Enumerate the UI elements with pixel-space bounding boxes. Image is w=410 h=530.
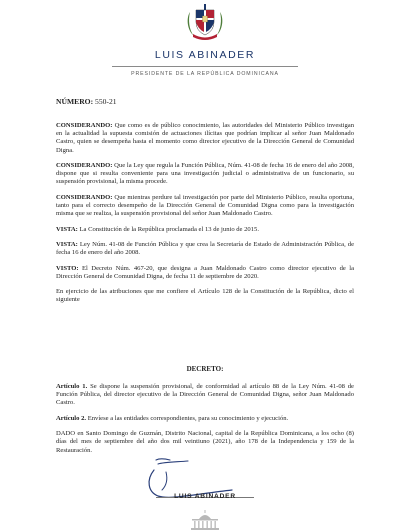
vista-text: La Constitución de la República proclamada el 13 de junio de 2015. [77,225,259,233]
considerando-2 [56,162,354,187]
considerando-label: CONSIDERANDO: [56,162,113,169]
vista-2 [56,241,354,257]
articulo-1 [56,383,354,408]
vista-text: Ley Núm. 41-08 de Función Pública y que crea la Secretaría de Estado de Administración Pública, de fecha 16 de enero del año 2008. [56,240,354,257]
articulo-text: Envíese a las entidades correspondientes, para su conocimiento y ejecución. [86,414,289,422]
signature-name: LUIS ABINADER [174,493,236,500]
articulo-2 [56,415,354,423]
articulo-label: Artículo 1. [56,383,88,390]
considerando-1 [56,122,354,155]
header-name: LUIS ABINADER [154,49,256,61]
vista-label: VISTA: [56,225,78,233]
considerando-label: CONSIDERANDO: [56,193,113,201]
vista-label: VISTO: [56,264,79,272]
considerando-text: Que mientras perdure tal investigación por parte del Ministerio Público, resulta oportuna, tanto para el correcto desempeño de la Dirección General de Comunidad Digna como para la investigación misma que se realiza, la suspensión provisional del señor Juan Maldonado Castro. [56,193,354,218]
decree-body [56,122,354,312]
articulo-label: Artículo 2. [56,414,87,422]
considerando-text: Que como es de público conocimiento, las autoridades del Ministerio Público investigan en la actualidad la supuesta comisión de actuaciones ilícitas que podrían implicar al señor Juan Maldonado Castro, quien se desempeña hasta el momento como director ejecutivo de la Dirección General de Comunidad Digna. [56,122,354,154]
preamble: En ejercicio de las atribuciones que me confiere el Artículo 128 de la Constitución de la República, dicto el siguiente [56,288,354,304]
decree-number-label: NÚMERO: [56,97,94,106]
decreto-heading: DECRETO: [186,365,224,373]
header-subtitle: PRESIDENTE DE LA REPÚBLICA DOMINICANA [131,71,279,77]
considerando-3 [56,194,354,219]
visto-1 [56,265,354,281]
vista-text: El Decreto Núm. 467-20, que designa a Juan Maldonado Castro como director ejecutivo de la Dirección General de Comunidad Digna, de fecha 11 de septiembre de 2020. [56,264,354,280]
closing-statement: DADO en Santo Domingo de Guzmán, Distrito Nacional, capital de la República Dominicana, a los ocho (8) días del mes de septiembre del año dos mil veintiuno (2021), año 178 de la Independencia y 159 de la Restauración. [56,430,354,454]
considerando-text: Que la Ley que regula la Función Pública, Núm. 41-08 de fecha 16 de enero del año 2008, dispone que si resulta conveniente para una investigación judicial o administrativa de un funcionario, su suspensión provisional, la misma procede. [56,162,354,186]
vista-1 [56,226,354,234]
decree-number [56,97,117,106]
articulo-text: Se dispone la suspensión provisional, de conformidad al artículo 88 de la Ley Núm. 41-08 de Función Pública, del director ejecutivo de la Dirección General de Comunidad Digna, señor Juan Maldonado Castro. [56,383,354,407]
vista-label: VISTA: [56,240,78,248]
coat-of-arms-icon [184,4,226,42]
considerando-label: CONSIDERANDO: [56,122,113,129]
decree-number-value: 550-21 [95,97,117,106]
header-divider [112,66,298,67]
palace-emblem-icon [186,510,224,530]
